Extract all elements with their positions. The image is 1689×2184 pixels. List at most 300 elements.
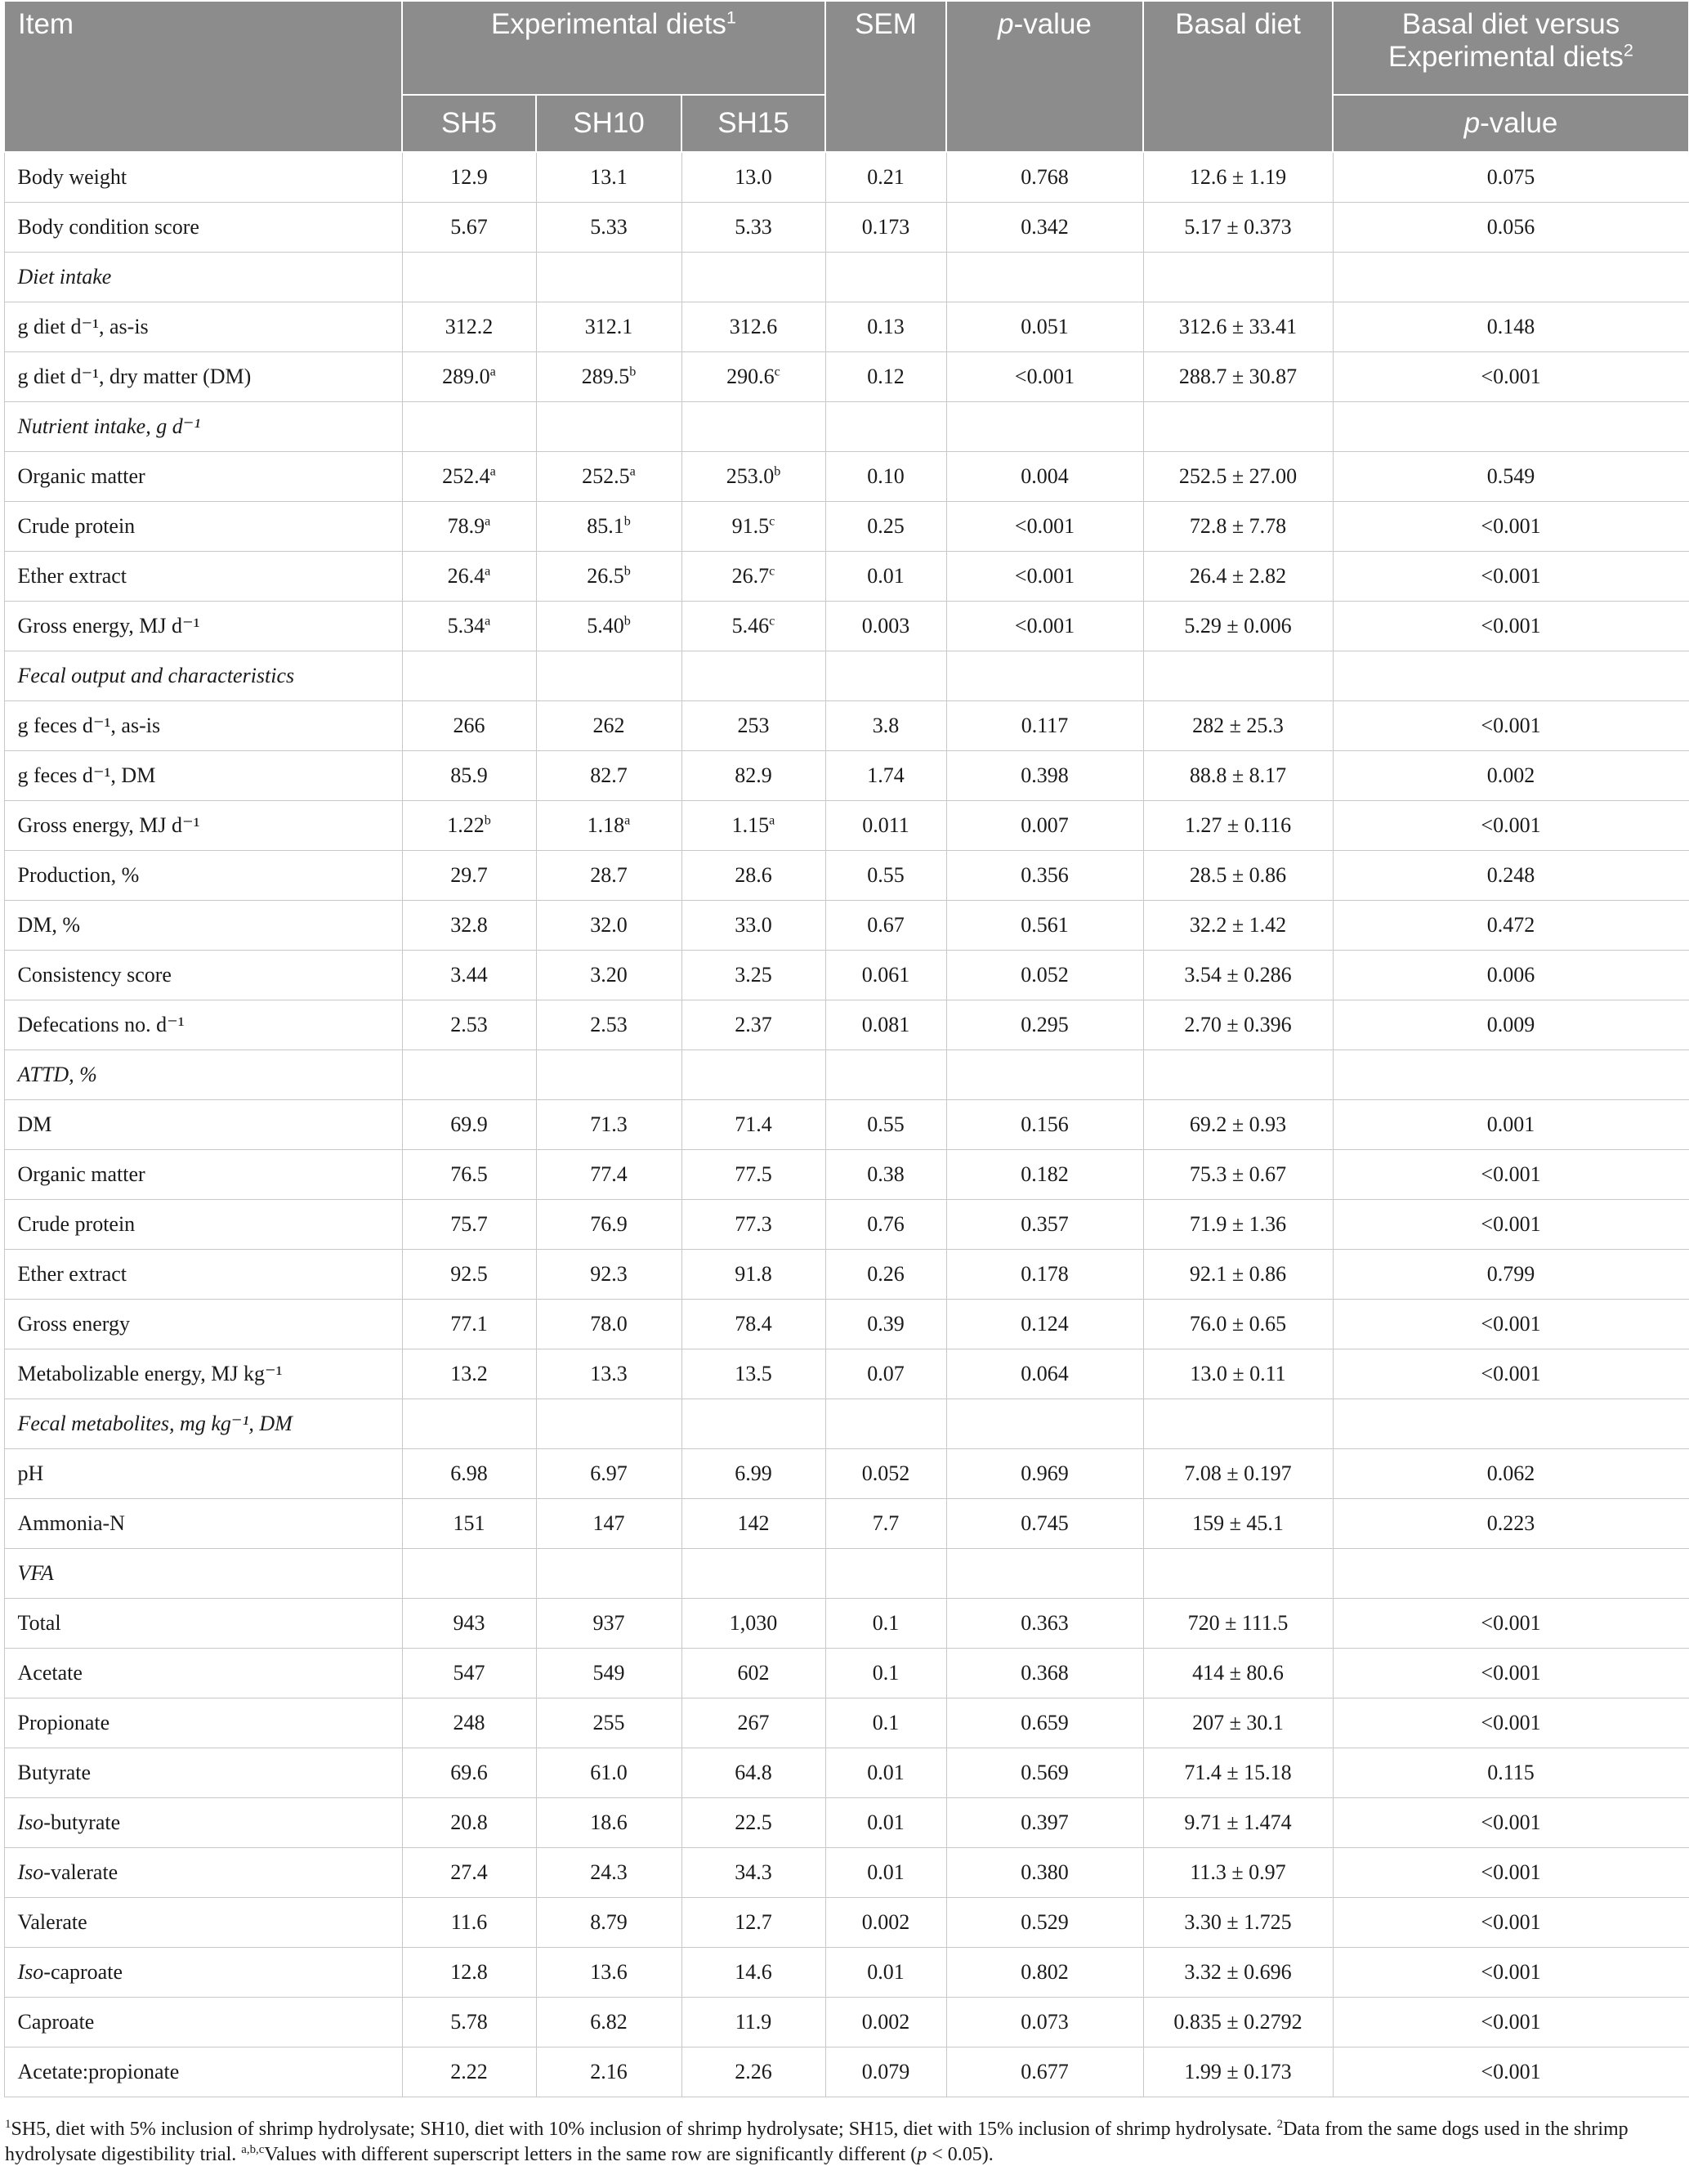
table-row	[4, 1948, 1689, 1998]
table-row	[4, 1698, 1689, 1748]
basal-diet-cell: 288.7 ± 30.87	[1143, 352, 1333, 402]
sh5-cell: 5.34$^a$	[402, 602, 536, 651]
section-row	[4, 253, 1689, 302]
basal-diet-cell: 69.2 ± 0.93	[1143, 1100, 1333, 1150]
section-row	[4, 1549, 1689, 1599]
row-label: Valerate	[4, 1898, 402, 1948]
sh15-cell: 253.0$^b$	[681, 452, 825, 502]
table-row	[4, 901, 1689, 951]
sem-cell: 0.25	[825, 502, 946, 552]
basal-diet-cell: 11.3 ± 0.97	[1143, 1848, 1333, 1898]
sh15-cell: 77.3	[681, 1200, 825, 1250]
row-label: Defecations no. d⁻¹	[4, 1000, 402, 1050]
sh15-cell: 253	[681, 701, 825, 751]
basal-diet-cell: 3.54 ± 0.286	[1143, 951, 1333, 1000]
sh10-cell: 78.0	[536, 1300, 681, 1349]
p-value-cell: 0.051	[946, 302, 1143, 352]
sh5-cell: 6.98	[402, 1449, 536, 1499]
basal-diet-cell: 71.9 ± 1.36	[1143, 1200, 1333, 1250]
table-row	[4, 452, 1689, 502]
sem-cell: 0.1	[825, 1698, 946, 1748]
row-label: Consistency score	[4, 951, 402, 1000]
sem-cell: 0.002	[825, 1898, 946, 1948]
basal-vs-experimental-p-cell: 0.056	[1333, 203, 1689, 253]
basal-vs-experimental-p-cell	[1333, 651, 1689, 701]
sh15-cell: 64.8	[681, 1748, 825, 1798]
basal-diet-cell: 12.6 ± 1.19	[1143, 152, 1333, 203]
sh15-cell: 6.99	[681, 1449, 825, 1499]
row-label: Iso-valerate	[4, 1848, 402, 1898]
basal-vs-experimental-p-cell: <0.001	[1333, 1848, 1689, 1898]
p-value-cell: 0.004	[946, 452, 1143, 502]
p-value-cell: 0.052	[946, 951, 1143, 1000]
basal-diet-cell: 312.6 ± 33.41	[1143, 302, 1333, 352]
basal-vs-experimental-p-cell: <0.001	[1333, 1798, 1689, 1848]
p-value-cell: 0.802	[946, 1948, 1143, 1998]
sh15-cell: 14.6	[681, 1948, 825, 1998]
sh10-cell: 77.4	[536, 1150, 681, 1200]
sh10-cell: 8.79	[536, 1898, 681, 1948]
basal-vs-experimental-p-cell: <0.001	[1333, 1649, 1689, 1698]
table-row	[4, 701, 1689, 751]
table-row	[4, 552, 1689, 602]
basal-vs-experimental-p-cell: 0.001	[1333, 1100, 1689, 1150]
sh15-cell: 602	[681, 1649, 825, 1698]
table-row	[4, 1250, 1689, 1300]
basal-diet-cell	[1143, 253, 1333, 302]
sh15-cell: 28.6	[681, 851, 825, 901]
row-label: Total	[4, 1599, 402, 1649]
sh5-cell	[402, 651, 536, 701]
basal-diet-cell: 71.4 ± 15.18	[1143, 1748, 1333, 1798]
sh15-cell: 290.6$^c$	[681, 352, 825, 402]
table-row	[4, 1300, 1689, 1349]
table-row	[4, 152, 1689, 203]
row-label: Crude protein	[4, 1200, 402, 1250]
sem-cell	[825, 1549, 946, 1599]
sh10-cell	[536, 402, 681, 452]
row-label: Iso-butyrate	[4, 1798, 402, 1848]
sh5-cell	[402, 1549, 536, 1599]
basal-diet-cell: 2.70 ± 0.396	[1143, 1000, 1333, 1050]
sh15-cell: 2.37	[681, 1000, 825, 1050]
row-label: Organic matter	[4, 452, 402, 502]
row-label: Gross energy, MJ d⁻¹	[4, 801, 402, 851]
table-row	[4, 1998, 1689, 2047]
sh15-cell: 26.7$^c$	[681, 552, 825, 602]
sem-cell: 7.7	[825, 1499, 946, 1549]
sh5-cell: 266	[402, 701, 536, 751]
sem-cell: 0.76	[825, 1200, 946, 1250]
sh10-cell: 312.1	[536, 302, 681, 352]
row-label: Organic matter	[4, 1150, 402, 1200]
sem-cell: 0.011	[825, 801, 946, 851]
basal-diet-cell: 88.8 ± 8.17	[1143, 751, 1333, 801]
p-value-cell: 0.064	[946, 1349, 1143, 1399]
table-row	[4, 801, 1689, 851]
sem-cell	[825, 1399, 946, 1449]
row-label: Body weight	[4, 152, 402, 203]
p-value-cell: 0.677	[946, 2047, 1143, 2097]
basal-vs-experimental-p-cell: 0.115	[1333, 1748, 1689, 1798]
sh5-cell: 92.5	[402, 1250, 536, 1300]
p-value-cell: 0.178	[946, 1250, 1143, 1300]
row-label: g diet d⁻¹, dry matter (DM)	[4, 352, 402, 402]
sh5-cell: 547	[402, 1649, 536, 1698]
sem-cell: 0.39	[825, 1300, 946, 1349]
row-label: Production, %	[4, 851, 402, 901]
p-value-cell	[946, 1549, 1143, 1599]
row-label: Ammonia-N	[4, 1499, 402, 1549]
sh5-cell	[402, 402, 536, 452]
sem-cell: 0.1	[825, 1649, 946, 1698]
basal-diet-cell: 92.1 ± 0.86	[1143, 1250, 1333, 1300]
basal-vs-experimental-p-cell: 0.472	[1333, 901, 1689, 951]
sh10-cell	[536, 1399, 681, 1449]
sem-cell: 0.12	[825, 352, 946, 402]
header-basal-p-value: p-value	[1333, 95, 1689, 152]
p-value-cell: 0.768	[946, 152, 1143, 203]
p-value-cell: 0.156	[946, 1100, 1143, 1150]
sem-cell: 0.55	[825, 851, 946, 901]
section-label: Fecal output and characteristics	[4, 651, 402, 701]
basal-diet-cell: 72.8 ± 7.78	[1143, 502, 1333, 552]
basal-vs-experimental-p-cell	[1333, 1549, 1689, 1599]
row-label: Caproate	[4, 1998, 402, 2047]
section-label: Nutrient intake, g d⁻¹	[4, 402, 402, 452]
basal-diet-cell: 414 ± 80.6	[1143, 1649, 1333, 1698]
sh10-cell: 92.3	[536, 1250, 681, 1300]
sh5-cell: 2.53	[402, 1000, 536, 1050]
sh15-cell: 82.9	[681, 751, 825, 801]
sh15-cell: 78.4	[681, 1300, 825, 1349]
p-value-cell: <0.001	[946, 352, 1143, 402]
table-row	[4, 1499, 1689, 1549]
sh15-cell	[681, 402, 825, 452]
sh5-cell: 69.9	[402, 1100, 536, 1150]
basal-vs-experimental-p-cell: <0.001	[1333, 602, 1689, 651]
sh10-cell	[536, 651, 681, 701]
p-value-cell: <0.001	[946, 502, 1143, 552]
table-row	[4, 1449, 1689, 1499]
basal-vs-experimental-p-cell: 0.009	[1333, 1000, 1689, 1050]
sh10-cell: 82.7	[536, 751, 681, 801]
basal-vs-experimental-p-cell	[1333, 253, 1689, 302]
basal-diet-cell: 76.0 ± 0.65	[1143, 1300, 1333, 1349]
basal-vs-experimental-p-cell: 0.075	[1333, 152, 1689, 203]
section-row	[4, 651, 1689, 701]
header-item: Item	[4, 1, 402, 152]
sh15-cell: 267	[681, 1698, 825, 1748]
sh10-cell: 147	[536, 1499, 681, 1549]
sem-cell: 0.081	[825, 1000, 946, 1050]
sem-cell: 0.079	[825, 2047, 946, 2097]
sh5-cell	[402, 253, 536, 302]
table-row	[4, 2047, 1689, 2097]
sh10-cell: 13.6	[536, 1948, 681, 1998]
basal-vs-experimental-p-cell: <0.001	[1333, 1898, 1689, 1948]
row-label: Butyrate	[4, 1748, 402, 1798]
sh5-cell: 3.44	[402, 951, 536, 1000]
basal-diet-cell: 159 ± 45.1	[1143, 1499, 1333, 1549]
sh15-cell: 77.5	[681, 1150, 825, 1200]
table-row	[4, 1649, 1689, 1698]
sem-cell: 0.01	[825, 1798, 946, 1848]
section-label: Fecal metabolites, mg kg⁻¹, DM	[4, 1399, 402, 1449]
p-value-cell	[946, 1050, 1143, 1100]
sem-cell	[825, 651, 946, 701]
sh5-cell: 27.4	[402, 1848, 536, 1898]
p-value-cell	[946, 402, 1143, 452]
sh15-cell: 13.5	[681, 1349, 825, 1399]
table-row	[4, 1748, 1689, 1798]
sem-cell	[825, 402, 946, 452]
basal-diet-cell: 9.71 ± 1.474	[1143, 1798, 1333, 1848]
sh15-cell: 13.0	[681, 152, 825, 203]
table-row	[4, 1200, 1689, 1250]
sh5-cell: 69.6	[402, 1748, 536, 1798]
basal-diet-cell: 3.30 ± 1.725	[1143, 1898, 1333, 1948]
sem-cell: 0.38	[825, 1150, 946, 1200]
sh15-cell: 33.0	[681, 901, 825, 951]
sh10-cell: 549	[536, 1649, 681, 1698]
table-row	[4, 1150, 1689, 1200]
basal-vs-experimental-p-cell: <0.001	[1333, 1998, 1689, 2047]
sh5-cell: 85.9	[402, 751, 536, 801]
p-value-cell: 0.380	[946, 1848, 1143, 1898]
sh10-cell: 1.18$^a$	[536, 801, 681, 851]
row-label: DM	[4, 1100, 402, 1150]
sem-cell	[825, 253, 946, 302]
sh10-cell: 255	[536, 1698, 681, 1748]
p-value-cell: 0.368	[946, 1649, 1143, 1698]
sem-cell: 0.01	[825, 552, 946, 602]
table-row	[4, 502, 1689, 552]
sem-cell: 0.1	[825, 1599, 946, 1649]
table-row	[4, 203, 1689, 253]
basal-diet-cell: 5.17 ± 0.373	[1143, 203, 1333, 253]
row-label: g diet d⁻¹, as-is	[4, 302, 402, 352]
sh15-cell	[681, 1399, 825, 1449]
basal-diet-cell: 0.835 ± 0.2792	[1143, 1998, 1333, 2047]
p-value-cell: 0.659	[946, 1698, 1143, 1748]
table-row	[4, 751, 1689, 801]
sem-cell: 0.173	[825, 203, 946, 253]
p-value-cell	[946, 1399, 1143, 1449]
row-label: Metabolizable energy, MJ kg⁻¹	[4, 1349, 402, 1399]
sh5-cell: 12.8	[402, 1948, 536, 1998]
sh15-cell	[681, 651, 825, 701]
sem-cell	[825, 1050, 946, 1100]
basal-vs-experimental-p-cell: <0.001	[1333, 1200, 1689, 1250]
sem-cell: 0.26	[825, 1250, 946, 1300]
row-label: Body condition score	[4, 203, 402, 253]
sh15-cell: 5.33	[681, 203, 825, 253]
sem-cell: 0.002	[825, 1998, 946, 2047]
sem-cell: 0.07	[825, 1349, 946, 1399]
basal-diet-cell	[1143, 1399, 1333, 1449]
sh15-cell	[681, 1050, 825, 1100]
sh5-cell: 77.1	[402, 1300, 536, 1349]
sh5-cell	[402, 1399, 536, 1449]
sh5-cell: 29.7	[402, 851, 536, 901]
sh5-cell: 2.22	[402, 2047, 536, 2097]
sh10-cell: 76.9	[536, 1200, 681, 1250]
sh10-cell: 6.82	[536, 1998, 681, 2047]
basal-vs-experimental-p-cell: <0.001	[1333, 1599, 1689, 1649]
sh5-cell: 32.8	[402, 901, 536, 951]
basal-vs-experimental-p-cell: <0.001	[1333, 352, 1689, 402]
p-value-cell: <0.001	[946, 602, 1143, 651]
p-value-cell	[946, 253, 1143, 302]
sem-cell: 0.01	[825, 1748, 946, 1798]
sem-cell: 0.01	[825, 1948, 946, 1998]
results-table	[3, 0, 1689, 2097]
basal-vs-experimental-p-cell: 0.248	[1333, 851, 1689, 901]
row-label: Acetate	[4, 1649, 402, 1698]
section-label: VFA	[4, 1549, 402, 1599]
header-sh10: SH10	[536, 95, 681, 152]
sh5-cell: 1.22$^b$	[402, 801, 536, 851]
sem-cell: 3.8	[825, 701, 946, 751]
basal-diet-cell: 207 ± 30.1	[1143, 1698, 1333, 1748]
header-basal-diet: Basal diet	[1143, 1, 1333, 152]
p-value-cell: 0.969	[946, 1449, 1143, 1499]
table-row	[4, 302, 1689, 352]
sh10-cell: 32.0	[536, 901, 681, 951]
p-value-cell: 0.342	[946, 203, 1143, 253]
sh5-cell: 78.9$^a$	[402, 502, 536, 552]
sh5-cell: 5.67	[402, 203, 536, 253]
row-label: g feces d⁻¹, DM	[4, 751, 402, 801]
table-footnote: $^1$SH5, diet with 5% inclusion of shrimp hydrolysate; SH10, diet with 10% inclusion of shrimp hydrolysate; SH15, diet with 15% inclusion of shrimp hydrolysate. $^2$Data from the same dogs used in the shrimp hydrolysate digestibility trial. $^{a,b,c}$Values with different superscript letters in the same row are significantly different (p < 0.05).	[5, 2118, 1629, 2165]
section-label: Diet intake	[4, 253, 402, 302]
basal-vs-experimental-p-cell: 0.549	[1333, 452, 1689, 502]
p-value-cell: 0.117	[946, 701, 1143, 751]
basal-vs-experimental-p-cell: <0.001	[1333, 2047, 1689, 2097]
sh5-cell: 26.4$^a$	[402, 552, 536, 602]
p-value-cell: 0.363	[946, 1599, 1143, 1649]
sh5-cell: 943	[402, 1599, 536, 1649]
p-value-cell: 0.529	[946, 1898, 1143, 1948]
basal-vs-experimental-p-cell	[1333, 402, 1689, 452]
p-value-cell: 0.073	[946, 1998, 1143, 2047]
row-label: Acetate:propionate	[4, 2047, 402, 2097]
sh10-cell: 3.20	[536, 951, 681, 1000]
basal-vs-experimental-p-cell: <0.001	[1333, 552, 1689, 602]
p-value-cell: 0.745	[946, 1499, 1143, 1549]
sh10-cell: 2.53	[536, 1000, 681, 1050]
basal-vs-experimental-p-cell: <0.001	[1333, 1698, 1689, 1748]
table-row	[4, 951, 1689, 1000]
basal-diet-cell: 1.27 ± 0.116	[1143, 801, 1333, 851]
sh10-cell: 28.7	[536, 851, 681, 901]
p-value-cell	[946, 651, 1143, 701]
header-basal-vs-experimental: Basal diet versus Experimental diets$^2$	[1333, 1, 1689, 95]
sh5-cell: 76.5	[402, 1150, 536, 1200]
basal-diet-cell: 7.08 ± 0.197	[1143, 1449, 1333, 1499]
sh5-cell: 5.78	[402, 1998, 536, 2047]
sh10-cell: 252.5$^a$	[536, 452, 681, 502]
row-label: DM, %	[4, 901, 402, 951]
sem-cell: 0.061	[825, 951, 946, 1000]
p-value-cell: 0.182	[946, 1150, 1143, 1200]
sh5-cell: 248	[402, 1698, 536, 1748]
sh15-cell: 12.7	[681, 1898, 825, 1948]
p-value-cell: <0.001	[946, 552, 1143, 602]
sh10-cell: 24.3	[536, 1848, 681, 1898]
section-row	[4, 1399, 1689, 1449]
table-header	[4, 1, 1689, 152]
sh10-cell: 6.97	[536, 1449, 681, 1499]
row-label: Iso-caproate	[4, 1948, 402, 1998]
row-label: Ether extract	[4, 552, 402, 602]
sh15-cell	[681, 253, 825, 302]
sh10-cell	[536, 1050, 681, 1100]
basal-diet-cell: 28.5 ± 0.86	[1143, 851, 1333, 901]
table-row	[4, 1599, 1689, 1649]
sh5-cell: 13.2	[402, 1349, 536, 1399]
basal-vs-experimental-p-cell	[1333, 1399, 1689, 1449]
p-value-cell: 0.561	[946, 901, 1143, 951]
sh10-cell	[536, 253, 681, 302]
sem-cell: 0.55	[825, 1100, 946, 1150]
basal-diet-cell: 75.3 ± 0.67	[1143, 1150, 1333, 1200]
basal-diet-cell	[1143, 1549, 1333, 1599]
header-sem: SEM	[825, 1, 946, 152]
basal-vs-experimental-p-cell: <0.001	[1333, 502, 1689, 552]
table-row	[4, 352, 1689, 402]
p-value-cell: 0.007	[946, 801, 1143, 851]
table-row	[4, 1798, 1689, 1848]
basal-vs-experimental-p-cell: 0.006	[1333, 951, 1689, 1000]
p-value-cell: 0.357	[946, 1200, 1143, 1250]
sem-cell: 0.21	[825, 152, 946, 203]
sh10-cell: 18.6	[536, 1798, 681, 1848]
basal-diet-cell: 1.99 ± 0.173	[1143, 2047, 1333, 2097]
sh10-cell: 289.5$^b$	[536, 352, 681, 402]
header-experimental-diets: Experimental diets$^1$	[402, 1, 825, 95]
header-sh5: SH5	[402, 95, 536, 152]
sh10-cell: 13.3	[536, 1349, 681, 1399]
p-value-cell: 0.356	[946, 851, 1143, 901]
sh15-cell: 3.25	[681, 951, 825, 1000]
table-row	[4, 602, 1689, 651]
basal-diet-cell	[1143, 651, 1333, 701]
sh15-cell: 34.3	[681, 1848, 825, 1898]
sem-cell: 0.052	[825, 1449, 946, 1499]
sem-cell: 0.01	[825, 1848, 946, 1898]
sem-cell: 0.003	[825, 602, 946, 651]
sh5-cell: 11.6	[402, 1898, 536, 1948]
sem-cell: 0.67	[825, 901, 946, 951]
table-row	[4, 851, 1689, 901]
sh15-cell: 91.5$^c$	[681, 502, 825, 552]
basal-vs-experimental-p-cell: <0.001	[1333, 1150, 1689, 1200]
basal-diet-cell: 26.4 ± 2.82	[1143, 552, 1333, 602]
sh10-cell: 26.5$^b$	[536, 552, 681, 602]
sem-cell: 0.13	[825, 302, 946, 352]
sh15-cell: 11.9	[681, 1998, 825, 2047]
row-label: pH	[4, 1449, 402, 1499]
p-value-cell: 0.124	[946, 1300, 1143, 1349]
row-label: Propionate	[4, 1698, 402, 1748]
table-row	[4, 1349, 1689, 1399]
basal-vs-experimental-p-cell: <0.001	[1333, 801, 1689, 851]
row-label: Gross energy, MJ d⁻¹	[4, 602, 402, 651]
section-row	[4, 1050, 1689, 1100]
basal-vs-experimental-p-cell: 0.148	[1333, 302, 1689, 352]
